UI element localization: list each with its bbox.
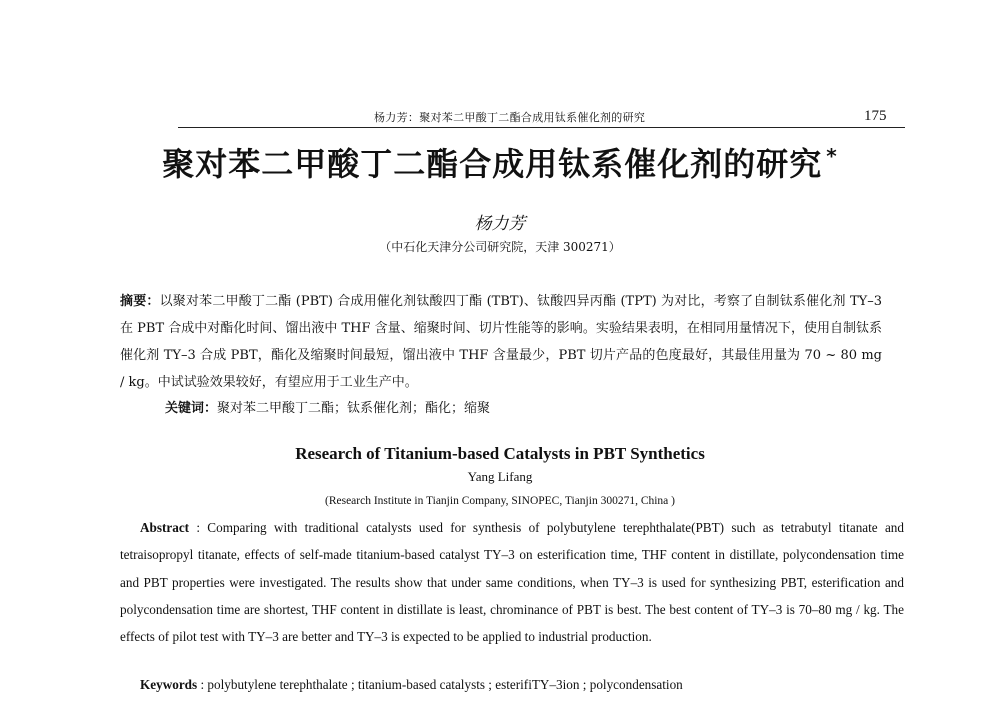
author-cn: 杨力芳 xyxy=(474,214,526,234)
abstract-cn xyxy=(120,288,882,396)
title-footnote-mark: * xyxy=(826,144,838,169)
abstract-cn-text: 以聚对苯二甲酸丁二酯 (PBT) 合成用催化剂钛酸四丁酯 (TBT)、钛酸四异丙酯 (TPT) 为对比，考察了自制钛系催化剂 TY–3 在 PBT 合成中对酯化时间、馏出液中 THF 含量、缩聚时间、切片性能等的影响。实验结果表明，在相同用量情况下，使用自制钛系催化剂 TY–3 合成 PBT，酯化及缩聚时间最短，馏出液中 THF 含量最少，PBT 切片产品的色度最好，其最佳用量为 70 ~ 80 mg / kg。中试试验效果较好，有望应用于工业生产中。 xyxy=(120,294,882,390)
author-en: Yang Lifang xyxy=(467,469,533,484)
keywords-en xyxy=(140,677,683,693)
affiliation-en: (Research Institute in Tianjin Company, SINOPEC, Tianjin 300271, China ) xyxy=(324,495,675,507)
header-rule xyxy=(178,127,905,128)
paper-title-en: Research of Titanium-based Catalysts in PBT Synthetics xyxy=(295,444,705,463)
paper-title-cn xyxy=(0,139,1000,185)
title-cn-text: 聚对苯二甲酸丁二酯合成用钛系催化剂的研究 xyxy=(162,145,823,183)
keywords-cn xyxy=(165,397,490,416)
keywords-cn-text: 聚对苯二甲酸丁二酯；钛系催化剂；酯化；缩聚 xyxy=(217,401,491,416)
abstract-en-text: : Comparing with traditional catalysts used for synthesis of polybutylene terephthalate(PBT) such as tetrabutyl titanate and tetraisopropyl titanate, effects of self-made titanium-based catalyst TY–3 on esterification time, THF content in distillate, polycondensation time and PBT properties were investigated. The results show that under same conditions, when TY–3 is used for synthesizing PBT, esterification and polycondensation time are shortest, THF content in distillate is least, chrominance of PBT is best. The best content of TY–3 is 70–80 mg / kg. The effects of pilot test with TY–3 are better and TY–3 is expected to be applied to industrial production. xyxy=(120,520,904,645)
keywords-en-text: : polybutylene terephthalate ; titanium-based catalysts ; esterifiTY–3ion ; polycondensation xyxy=(197,677,683,692)
abstract-cn-label: 摘要： xyxy=(120,294,160,309)
keywords-cn-label: 关键词： xyxy=(165,401,218,416)
page-number: 175 xyxy=(864,108,887,124)
abstract-en xyxy=(120,514,904,650)
affiliation-cn: （中石化天津分公司研究院，天津 300271） xyxy=(379,240,621,254)
keywords-en-label: Keywords xyxy=(140,677,198,692)
abstract-en-label: Abstract xyxy=(140,520,190,535)
running-header: 杨力芳：聚对苯二甲酸丁二酯合成用钛系催化剂的研究 xyxy=(374,111,646,124)
